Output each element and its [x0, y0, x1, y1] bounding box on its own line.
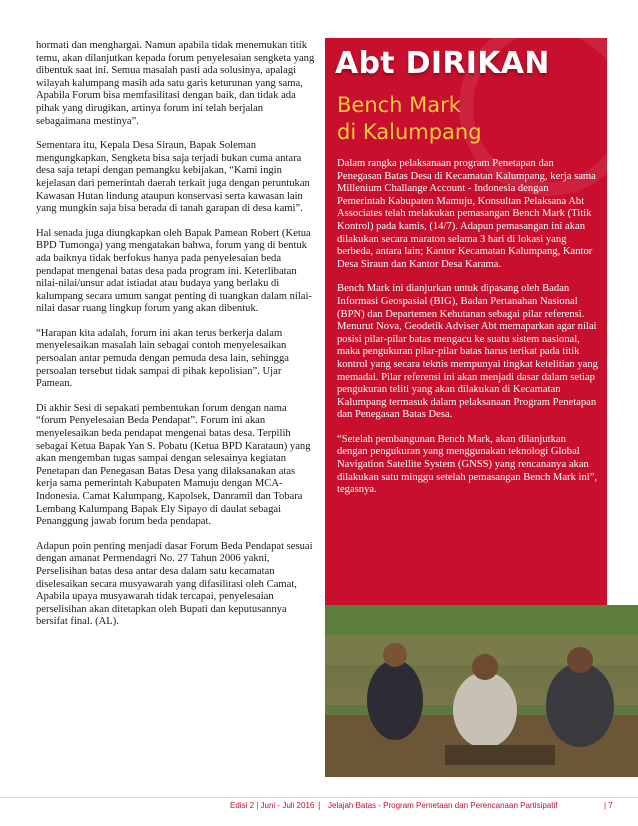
footer-edition: Edisi 2 | Juni - Juli 2016 — [230, 801, 315, 810]
feature-paragraph: Dalam rangka pelaksanaan program Penetapan dan Penegasan Batas Desa di Kecamatan Kalumpang, kerja sama Millenium Challange Account - Indonesia dengan Pemerintah Kabupaten Mamuju, Konsultan Pelaksana Abt Associates telah melakukan pemasangan Bench Mark (Titik Kontrol) pada kamis, (14/7). Adapun pemasangan ini akan dilakukan secara maraton selama 3 hari di lokasi yang berbeda, antara lain; Kantor Kecamatan Kalumpang, Kantor Desa Siraun dan Kantor Desa Karama. — [337, 158, 596, 270]
photo-dug-hole — [445, 745, 555, 765]
left-paragraph: Di akhir Sesi di sepakati pembentukan forum dengan nama “forum Penyelesaian Beda Pendapat”. Forum ini akan menyelesaikan beda pendapat mengenai batas desa. Terpilih sebagai Ketua Bapak Yan S. Pobatu (Ketua BPD Karataun) yang akan mengemban tugas sampai dengan selesainya kegiatan Penetapan dan Penegasan Batas Desa yang dilaksanakan atas kerja sama pemerintah Kabupaten Mamuju dengan MCA-Indonesia. Camat Kalumpang, Kapolsek, Danramil dan Tobara Lembang Kalumpang Bapak Ely Sipayo di daulat sebagai Penanggung jawab forum beda pendapat. — [36, 402, 311, 528]
photo-person-left — [367, 660, 423, 740]
photo-person-right-head — [567, 647, 593, 673]
photo-person-center — [453, 672, 517, 748]
left-paragraph: hormati dan menghargai. Namun apabila tidak menemukan titik temu, akan dilanjutkan kepada forum penyelesaian sengketa yang dibentuk saat ini. Semua masalah pasti ada solusinya, apalagi wilayah kalumpang masih ada satu garis keturunan yang sama, Apabila Forum bisa memfasilitasi dengan baik, dan tidak ada pihak yang dirugikan, artinya forum ini telah berjalan sebagaimana mestinya”. — [36, 40, 315, 127]
left-paragraph: Sementara itu, Kepala Desa Siraun, Bapak Soleman mengungkapkan, Sengketa bisa saja terjadi bukan cuma antara desa saja tetapi dengan pemangku kebijakan, “Kami ingin kejelasan dari pemerintah daerah terkait juga dengan peruntukan Kawasan Hutan lindung ataupun konservasi serta kawasan lain yang mungkin saja bisa berada di tanah garapan di desa kami”. — [36, 140, 310, 215]
left-paragraph: “Harapan kita adalah, forum ini akan terus berkerja dalam menyelesaikan masalah lain sebagai contoh menyelesaikan persoalan antar pemuda dengan pemuda desa lain, sehingga persoalan tersebut tidak sampai di pihak kepolisian”. Ujar Pamean. — [36, 327, 289, 390]
left-article-column — [36, 40, 318, 641]
photo-person-left-head — [383, 643, 407, 667]
footer-separator: | — [318, 800, 321, 810]
left-paragraph: Hal senada juga diungkapkan oleh Bapak Pamean Robert (Ketua BPD Tumonga) yang mengatakan bahwa, forum yang di bentuk ada baiknya tidak berfokus hanya pada penyelesaian beda pendapat mengenai batas desa pada program ini. Keterlibatan nilai-nilai/unsur adat istiadat atau budaya yang berlaku di kalumpang secara umum sangat penting di tuangkan dalam nilai-nilai dasar ruang lingkup forum yang akan dibentuk. — [36, 227, 312, 315]
left-paragraph: Adapun poin penting menjadi dasar Forum Beda Pendapat sesuai dengan amanat Permendagri No. 27 Tahun 2006 yakni, Perselisihan batas desa antar desa dalam satu kecamatan diselesaikan secara musyawarah yang difasilitasi oleh Camat, Apabila upaya musyawarah tidak tercapai, penyelesaian perselisihan akan ditetapkan oleh Bupati dan keputusannya bersifat final. (AL). — [36, 540, 313, 628]
feature-article-panel — [325, 38, 607, 605]
footer-page-number: | 7 — [604, 801, 613, 810]
feature-body — [337, 158, 599, 509]
feature-subtitle-line2: di Kalumpang — [337, 120, 482, 144]
feature-subtitle-line1: Bench Mark — [337, 93, 461, 117]
feature-paragraph: Bench Mark ini dianjurkan untuk dipasang oleh Badan Informasi Geospasial (BIG), Badan Pertanahan Nasional (BPN) dan Departemen Kehutanan sebagai pilar referensi. Menurut Nova, Geodetik Adviser Abt memaparkan agar nilai posisi pilar-pilar batas mengacu ke suatu sistem nasional, maka pengukuran pilar-pilar batas harus terikat pada titik kontrol yang secara teknis mempunyai tingkat ketelitian yang memadai. Pilar referensi ini akan menjadi dasar dalam setiap pengukuran teliti yang akan dilakukan di Kecamatan Kalumpang termasuk dalam pelaksanaan Program Penetapan dan Penegasan Batas Desa. — [337, 283, 598, 421]
photo-person-right — [546, 663, 614, 747]
photo-person-center-head — [472, 654, 498, 680]
field-work-photo — [325, 605, 638, 777]
feature-headline: Abt DIRIKAN — [335, 46, 550, 81]
footer-publication: Jelajah Batas - Program Pemetaan dan Perencanaan Partisipatif — [328, 801, 558, 810]
feature-paragraph: “Setelah pembangunan Bench Mark, akan dilanjutkan dengan pengukuran yang menggunakan teknologi Global Navigation Satellite System (GNSS) yang rencananya akan dilakukan satu minggu setelah pemasangan Bench Mark ini”, tegasnya. — [337, 433, 598, 496]
photo-illustration — [325, 605, 638, 777]
footer-divider — [0, 797, 638, 798]
